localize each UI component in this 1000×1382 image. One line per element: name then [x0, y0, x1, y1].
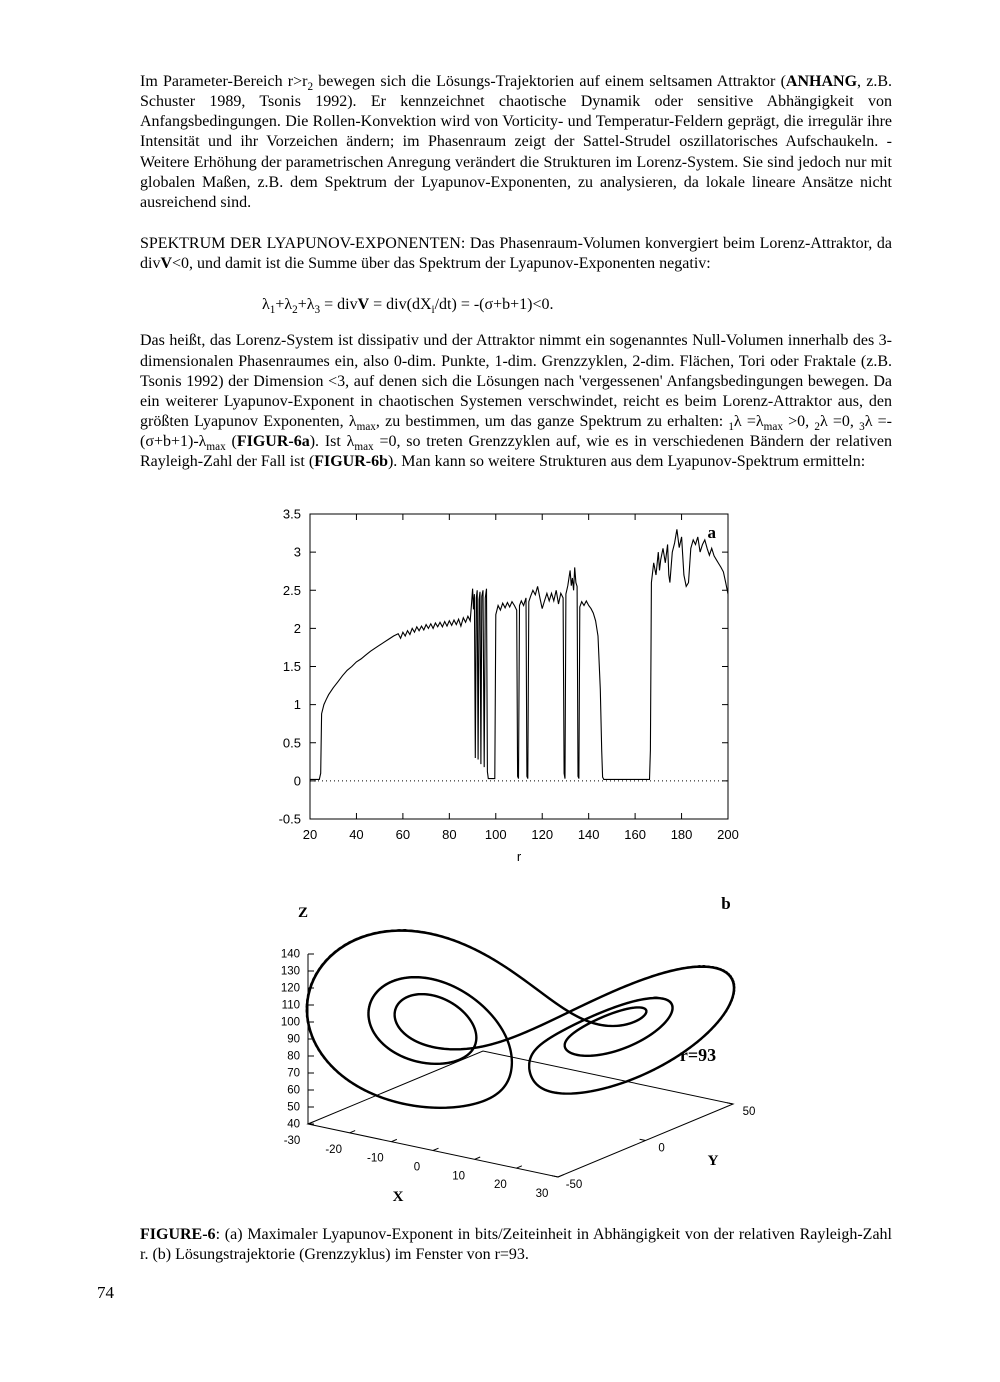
- text-run: FIGUR-6a: [236, 433, 310, 451]
- figure-6b: [0, 887, 1000, 1219]
- chart-text: 20: [302, 826, 318, 842]
- chart-text: 2.5: [282, 582, 301, 598]
- chart-text: 120: [280, 982, 300, 994]
- chart-text: 60: [287, 1084, 300, 1096]
- figure-6b-lorenz-trajectory-chart: [248, 887, 808, 1219]
- chart-text: r: [516, 848, 522, 864]
- chart-text: 100: [484, 826, 507, 842]
- text-run: (: [225, 433, 237, 451]
- text-run: V: [357, 296, 370, 314]
- text-run: max: [763, 421, 783, 434]
- chart-text: 0: [293, 772, 301, 788]
- chart-text: -50: [565, 1178, 583, 1191]
- chart-text: 10: [452, 1169, 466, 1182]
- chart-text: 80: [287, 1050, 300, 1062]
- equation-lyapunov-sum: [262, 296, 1000, 317]
- chart-text: 1: [293, 696, 301, 712]
- text-run: FIGUR-6b: [314, 453, 388, 471]
- chart-text: b: [721, 893, 731, 913]
- chart-text: 110: [281, 999, 300, 1011]
- text-run: 3: [859, 421, 865, 434]
- chart-text: 3: [293, 544, 301, 560]
- text-run: max: [354, 441, 374, 454]
- text-run: λ: [262, 296, 270, 314]
- chart-text: -0.5: [278, 811, 301, 826]
- chart-text: 90: [287, 1033, 300, 1045]
- text-run: = div(dX: [369, 296, 432, 314]
- chart-text: 180: [670, 826, 693, 842]
- chart-text: 50: [287, 1101, 300, 1113]
- chart-text: Y: [707, 1152, 719, 1169]
- chart-text: r=93: [679, 1044, 717, 1065]
- chart-text: 0.5: [282, 734, 301, 750]
- chart-text: 3.5: [282, 506, 301, 521]
- chart-text: X: [392, 1188, 404, 1205]
- chart-text: 0: [413, 1160, 421, 1173]
- chart-text: 50: [742, 1105, 756, 1118]
- text-run: 1: [728, 421, 734, 434]
- text-run: ). Ist λ: [309, 433, 355, 451]
- paragraph-intro: [140, 0, 892, 213]
- chart-text: 40: [349, 826, 364, 842]
- chart-text: 30: [535, 1187, 549, 1200]
- text-run: Das heißt, das Lorenz-System ist dissipativ und der Attraktor nimmt ein sogenanntes Null-Volumen innerhalb des 3-dimensionalen Phasenraumes ein, also 0-dim. Punkte, 1-dim. Grenzzyklen, 2-dim. Flächen, Tori oder Fraktale (z.B. Tsonis 1992) der Dimension <3, auf denen sich die Lösungen nach 'vergessenen' Anfangsbedingungen bewegen. Da ein weiterer Lyapunov-Exponent in chaotischen Systemen verschwindet, reicht es beim Lorenz-Attraktor aus, den größten Lyapunov Exponenten, λ: [140, 332, 892, 431]
- text-run: =0, so treten Grenzzyklen auf, wie es in verschiedenen Bändern der relativen Rayleigh-Zahl der Fall ist (: [140, 433, 893, 471]
- text-run: 2: [307, 81, 314, 94]
- text-run: 2: [814, 421, 820, 434]
- figure-6a: [0, 499, 1000, 877]
- text-run: <0, und damit ist die Summe über das Spektrum der Lyapunov-Exponenten negativ:: [172, 255, 711, 273]
- chart-text: 0: [658, 1141, 665, 1154]
- chart-text: -20: [325, 1143, 342, 1156]
- text-run: = div: [320, 296, 358, 314]
- chart-text: -10: [367, 1152, 384, 1165]
- chart-text: 60: [395, 826, 411, 842]
- fig6b-axes: [308, 954, 733, 1177]
- text-run: λ =-(σ+b+1)-λ: [140, 413, 893, 451]
- text-run: +λ: [275, 296, 293, 314]
- text-run: λ =0,: [819, 413, 860, 431]
- text-run: λ =λ: [733, 413, 764, 431]
- lorenz-trajectory: [307, 930, 735, 1108]
- text-run: , zu bestimmen, um das ganze Spektrum zu erhalten:: [375, 413, 729, 431]
- chart-text: 40: [287, 1118, 300, 1130]
- chart-text: 140: [280, 948, 300, 960]
- text-run: ). Man kann so weitere Strukturen aus dem Lyapunov-Spektrum ermitteln:: [387, 453, 866, 471]
- text-run: ANHANG: [785, 73, 858, 90]
- text-run: bewegen sich die Lösungs-Trajektorien auf einem seltsamen Attraktor (: [313, 73, 786, 90]
- chart-text: 80: [442, 826, 457, 842]
- figure-caption: [140, 1225, 892, 1265]
- chart-text: 120: [531, 826, 554, 842]
- text-run: : (a) Maximaler Lyapunov-Exponent in bits/Zeiteinheit in Abhängigkeit von der relativen Rayleigh-Zahl r. (b) Lösungstrajektorie (Grenzzyklus) im Fenster von r=93.: [140, 1225, 892, 1263]
- chart-text: a: [707, 522, 716, 542]
- page-number: 74: [97, 1283, 114, 1302]
- chart-text: 100: [280, 1016, 300, 1028]
- text-run: SPEKTRUM DER LYAPUNOV-EXPONENTEN: Das Phasenraum-Volumen konvergiert beim Lorenz-Attraktor, da div: [140, 235, 892, 273]
- text-run: 2: [292, 304, 298, 317]
- paragraph-dissipativ: [140, 331, 892, 472]
- lyapunov-exponent-curve: [310, 529, 728, 779]
- chart-text: 1.5: [282, 658, 301, 674]
- chart-text: -30: [283, 1134, 301, 1147]
- text-run: FIGURE-6: [140, 1225, 216, 1243]
- text-run: V: [160, 255, 173, 273]
- chart-text: 70: [287, 1067, 300, 1079]
- chart-text: 2: [293, 620, 301, 636]
- chart-text: Z: [297, 904, 309, 921]
- paragraph-spektrum: [140, 234, 892, 274]
- text-run: /dt) = -(σ+b+1)<0.: [434, 296, 554, 314]
- chart-text: 160: [624, 826, 646, 842]
- chart-text: 20: [493, 1178, 507, 1191]
- figure-6a-lyapunov-chart: [248, 499, 748, 877]
- text-run: , z.B. Schuster 1989, Tsonis 1992). Er kennzeichnet chaotische Dynamik oder sensitive Abhängigkeit von Anfangsbedingungen. Die Rollen-Konvektion wird von Vorticity- und Temperatur-Feldern geprägt, die irregulär ihre Intensität und ihr Vorzeichen ändern; im Phasenraum zeigt der Sattel-Strudel oszillatorisches Aufschaukeln. - Weitere Erhöhung der parametrischen Anregung verändert die Strukturen im Lorenz-System. Sie sind jedoch nur mit globalen Maßen, z.B. dem Spektrum der Lyapunov-Exponenten, zu analysieren, da lokale lineare Ansätze nicht ausreichend sind.: [140, 73, 892, 211]
- text-run: +λ: [297, 296, 315, 314]
- chart-text: 140: [577, 826, 600, 842]
- chart-text: 130: [280, 965, 300, 977]
- text-run: >0,: [782, 413, 815, 431]
- text-run: max: [356, 421, 376, 434]
- text-run: 3: [314, 304, 321, 317]
- text-run: Im Parameter-Bereich r>r: [140, 73, 308, 90]
- chart-text: 200: [717, 826, 739, 842]
- text-run: 1: [269, 304, 276, 317]
- text-run: i: [431, 304, 435, 317]
- text-run: max: [206, 441, 226, 454]
